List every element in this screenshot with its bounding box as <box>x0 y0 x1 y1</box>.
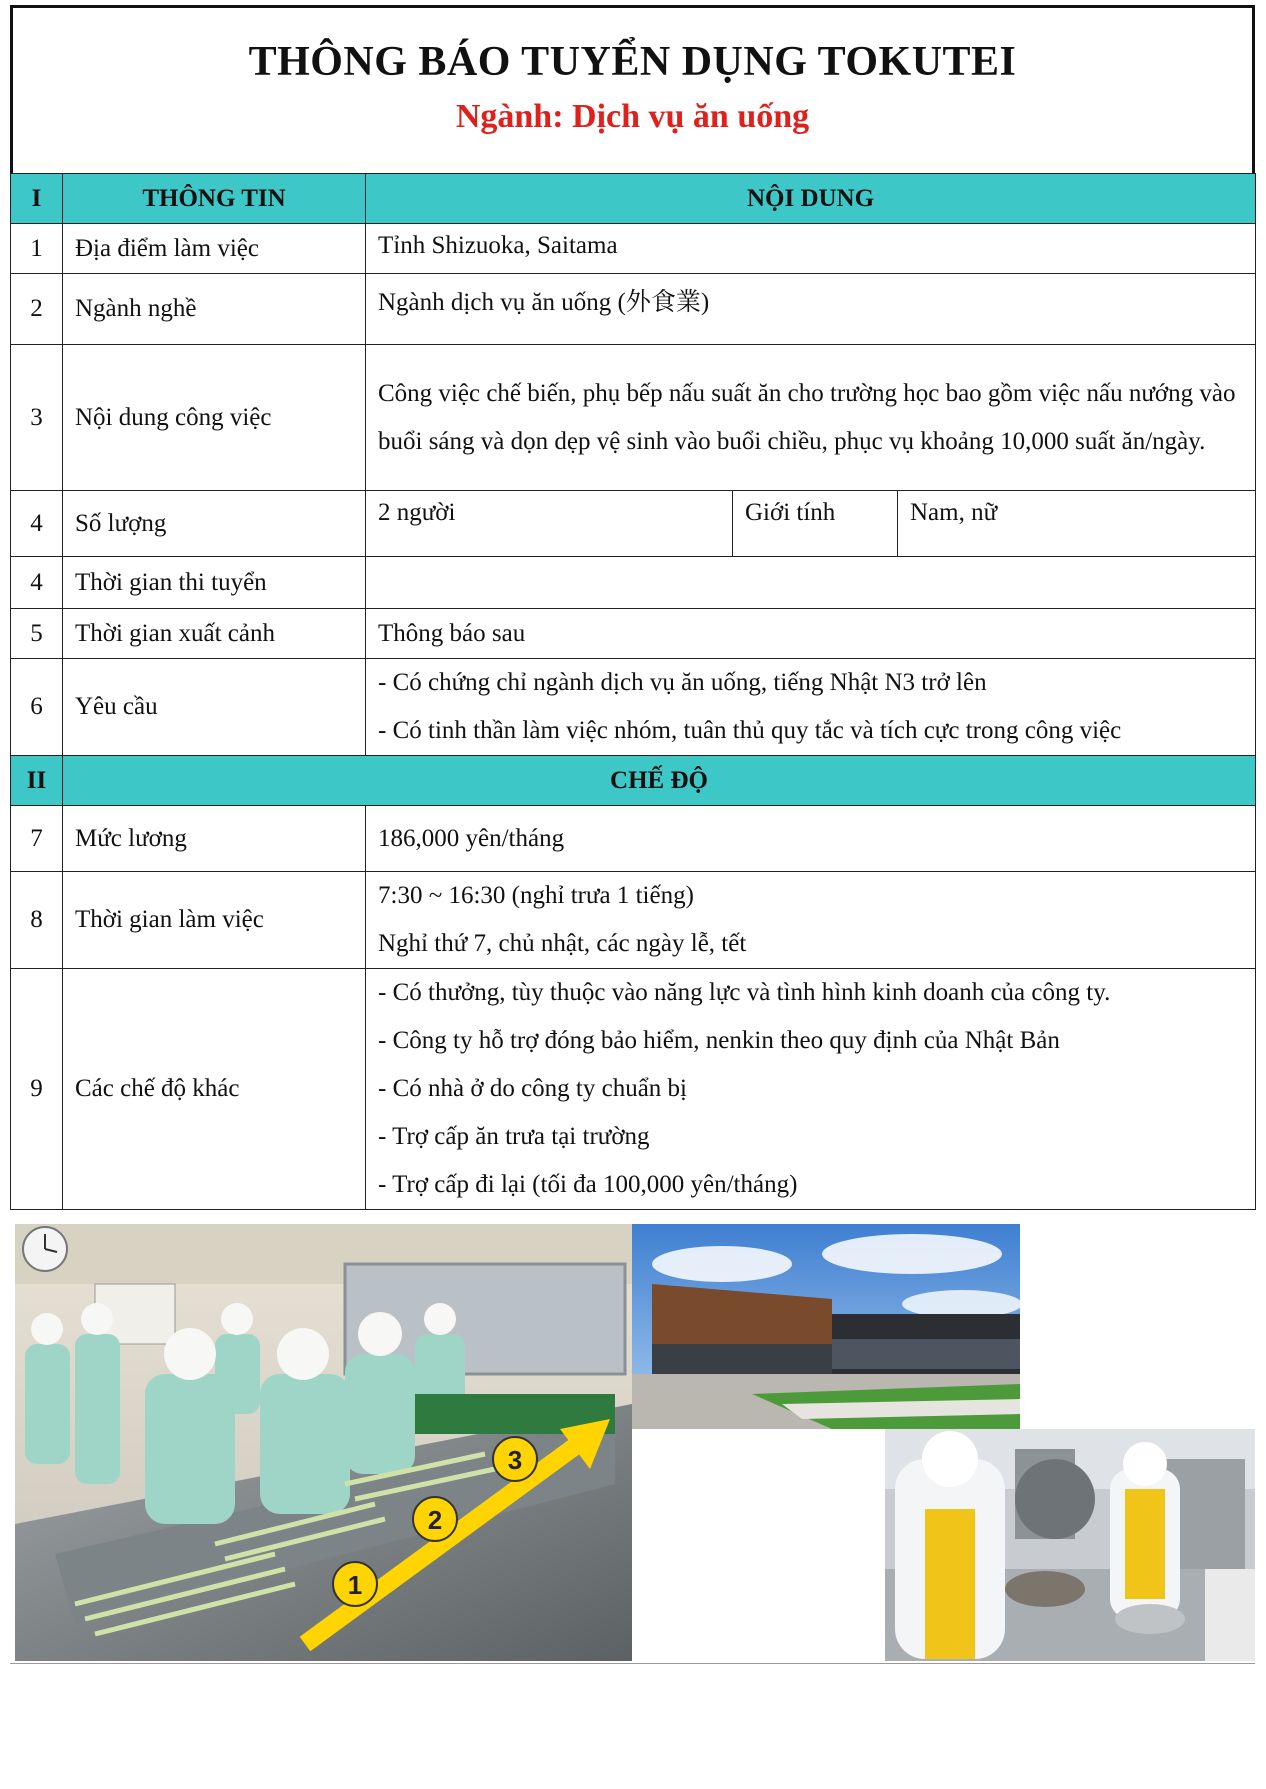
row-label: Số lượng <box>63 491 366 557</box>
page-subtitle: Ngành: Dịch vụ ăn uống <box>455 98 810 135</box>
benefit-line: - Có nhà ở do công ty chuẩn bị <box>378 1075 687 1102</box>
row-number: 4 <box>11 491 63 557</box>
row-number: 1 <box>11 224 63 274</box>
row-label: Yêu cầu <box>63 659 366 756</box>
row-value <box>366 969 1256 1210</box>
row-value: Ngành dịch vụ ăn uống (外食業) <box>366 274 1256 345</box>
row-number: 9 <box>11 969 63 1210</box>
table-row <box>11 491 1256 557</box>
requirement-line: - Có chứng chỉ ngành dịch vụ ăn uống, tiếng Nhật N3 trở lên <box>378 669 987 696</box>
row-number: 7 <box>11 806 63 872</box>
row-number: 3 <box>11 345 63 491</box>
row-value <box>366 557 1256 609</box>
info-table <box>10 173 1256 1210</box>
table-row <box>11 345 1256 491</box>
photo-collage <box>10 1220 1255 1664</box>
row-number: 5 <box>11 609 63 659</box>
row-label: Nội dung công việc <box>63 345 366 491</box>
row-number: 6 <box>11 659 63 756</box>
notice-header <box>10 5 1255 173</box>
benefit-line: - Trợ cấp đi lại (tối đa 100,000 yên/tháng) <box>378 1171 798 1198</box>
table-row <box>11 872 1256 969</box>
gender-label: Giới tính <box>733 491 898 557</box>
benefit-line: - Công ty hỗ trợ đóng bảo hiểm, nenkin theo quy định của Nhật Bản <box>378 1027 1060 1054</box>
row-label: Thời gian làm việc <box>63 872 366 969</box>
row-label: Địa điểm làm việc <box>63 224 366 274</box>
requirement-line: - Có tinh thần làm việc nhóm, tuân thủ quy tắc và tích cực trong công việc <box>378 717 1122 744</box>
row-label: Thời gian xuất cảnh <box>63 609 366 659</box>
row-value <box>366 872 1256 969</box>
section-number: I <box>11 174 63 224</box>
row-number: 4 <box>11 557 63 609</box>
table-row <box>11 224 1256 274</box>
row-value: Tỉnh Shizuoka, Saitama <box>366 224 1256 274</box>
kitchen-workers-photo <box>15 1224 632 1661</box>
benefit-line: - Có thưởng, tùy thuộc vào năng lực và tình hình kinh doanh của công ty. <box>378 979 1111 1006</box>
step-label: 1 <box>347 1570 363 1600</box>
page-title: THÔNG BÁO TUYỂN DỤNG TOKUTEI <box>248 39 1017 85</box>
step-label: 3 <box>507 1445 523 1475</box>
step-label: 2 <box>427 1505 443 1535</box>
table-row <box>11 609 1256 659</box>
section-header-benefits <box>11 756 1256 806</box>
section-title: CHẾ ĐỘ <box>63 756 1256 806</box>
table-row <box>11 969 1256 1210</box>
table-row <box>11 274 1256 345</box>
work-time-line: 7:30 ~ 16:30 (nghỉ trưa 1 tiếng) <box>378 882 694 909</box>
row-value <box>366 659 1256 756</box>
row-number: 8 <box>11 872 63 969</box>
row-label: Thời gian thi tuyển <box>63 557 366 609</box>
work-time-line: Nghỉ thứ 7, chủ nhật, các ngày lễ, tết <box>378 930 747 957</box>
table-row <box>11 557 1256 609</box>
benefit-line: - Trợ cấp ăn trưa tại trường <box>378 1123 650 1150</box>
table-row <box>11 806 1256 872</box>
row-label: Mức lương <box>63 806 366 872</box>
row-label: Ngành nghề <box>63 274 366 345</box>
job-notice-sheet <box>10 5 1255 1210</box>
column-header-info: THÔNG TIN <box>63 174 366 224</box>
section-number: II <box>11 756 63 806</box>
row-value: 2 người <box>366 491 733 557</box>
row-value: Thông báo sau <box>366 609 1256 659</box>
table-row <box>11 659 1256 756</box>
row-value: Công việc chế biến, phụ bếp nấu suất ăn cho trường học bao gồm việc nấu nướng vào buổi sáng và dọn dẹp vệ sinh vào buổi chiều, phục vụ khoảng 10,000 suất ăn/ngày. <box>366 345 1256 491</box>
section-header-info <box>11 174 1256 224</box>
workers-aprons-photo <box>885 1429 1255 1661</box>
row-number: 2 <box>11 274 63 345</box>
row-label: Các chế độ khác <box>63 969 366 1210</box>
gender-value: Nam, nữ <box>898 491 1256 557</box>
row-value: 186,000 yên/tháng <box>366 806 1256 872</box>
column-header-content: NỘI DUNG <box>366 174 1256 224</box>
building-photo <box>632 1224 1020 1429</box>
